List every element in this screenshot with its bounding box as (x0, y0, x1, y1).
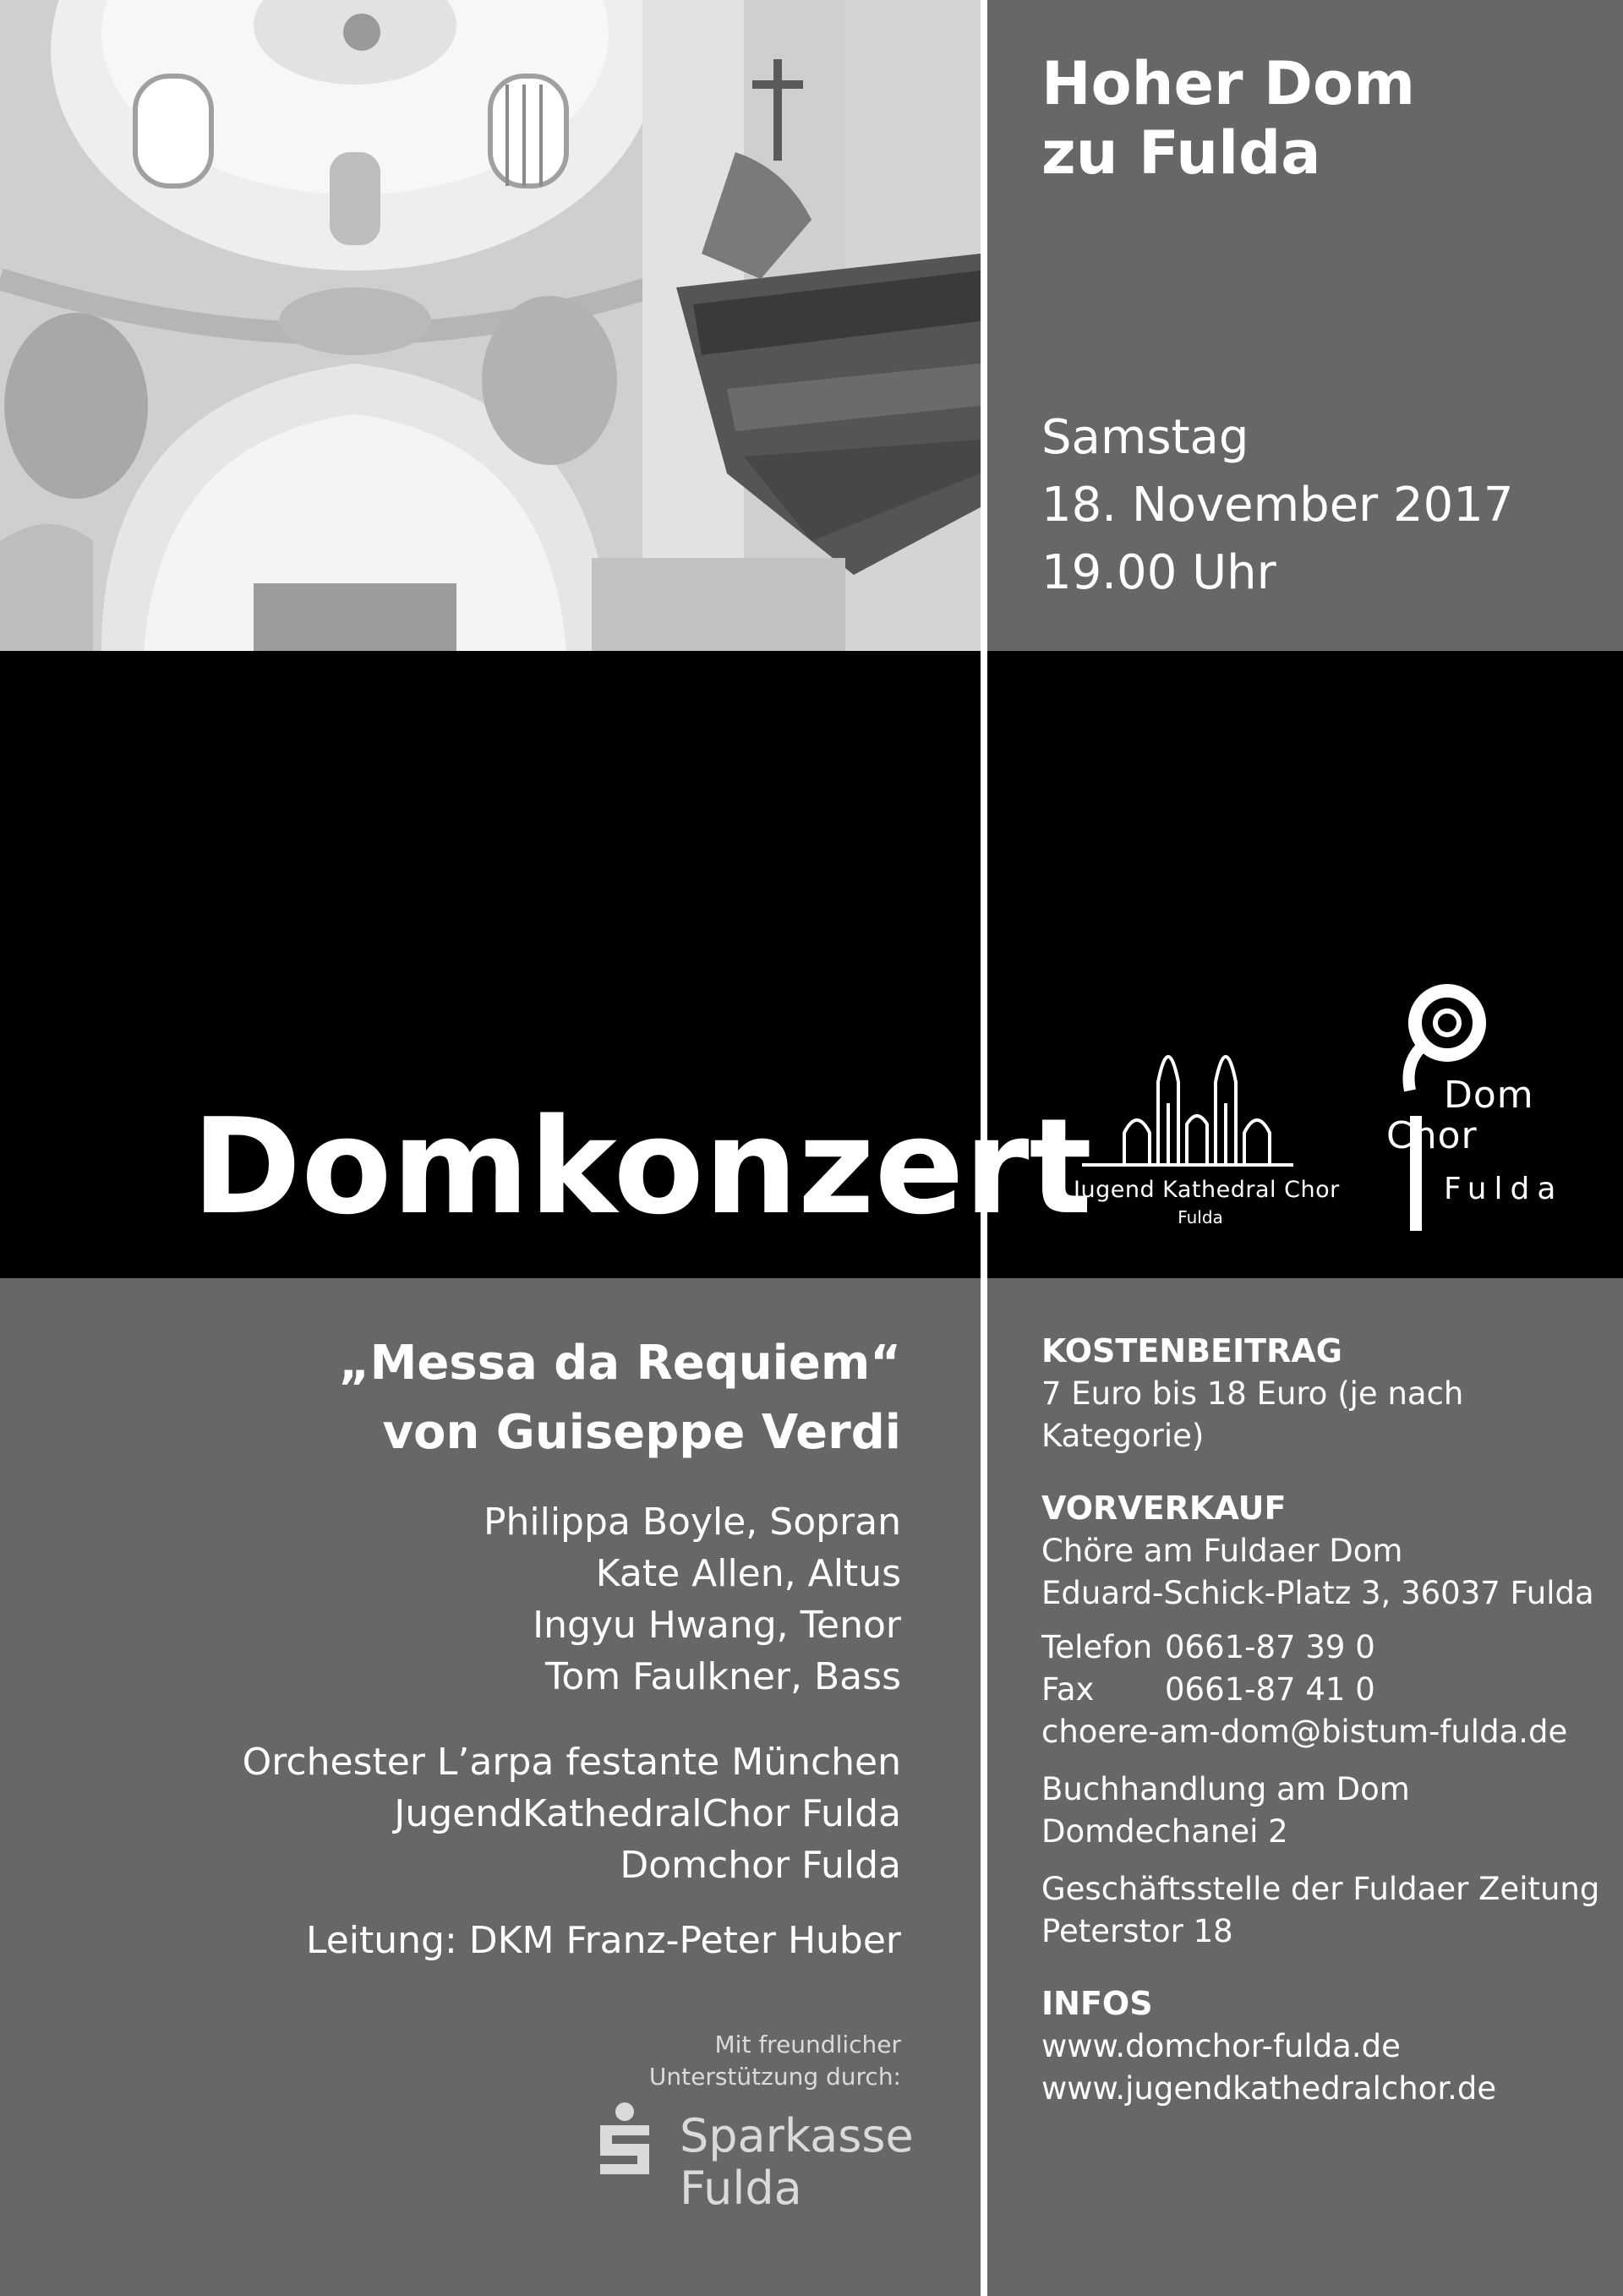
presale-address: Eduard-Schick-Platz 3, 36037 Fulda (1041, 1575, 1594, 1611)
fax-label: Fax (1041, 1671, 1095, 1708)
url-link-jugendkathedralchor[interactable]: www.jugendkathedralchor.de (1041, 2070, 1497, 2107)
fax-number: 0661-87 41 0 (1165, 1671, 1375, 1708)
date-day: 18. November 2017 (1041, 478, 1514, 533)
event-date (1041, 404, 1514, 607)
soloist-item: Philippa Boyle, Sopran (483, 1501, 901, 1544)
url-link-domchor[interactable]: www.domchor-fulda.de (1041, 2028, 1401, 2064)
jkc-logo-name: Jugend Kathedral Chor (1074, 1177, 1340, 1203)
cost-heading: KOSTENBEITRAG (1041, 1332, 1342, 1369)
jkc-logo-city: Fulda (1178, 1207, 1223, 1227)
phone-number: 0661-87 39 0 (1165, 1629, 1375, 1665)
shop2-name: Geschäftsstelle der Fuldaer Zeitung (1041, 1871, 1600, 1907)
presale-org: Chöre am Fuldaer Dom (1041, 1533, 1403, 1569)
jugendkathedralchor-logo (1074, 1023, 1340, 1234)
title-band (0, 651, 1623, 1278)
cost-text: 7 Euro bis 18 Euro (je nach Kategorie) (1041, 1375, 1464, 1454)
email-link[interactable]: choere-am-dom@bistum-fulda.de (1041, 1714, 1568, 1750)
cathedral-interior-photo (0, 0, 981, 651)
venue-line-2: zu Fulda (1041, 118, 1321, 188)
shop1-name: Buchhandlung am Dom (1041, 1771, 1410, 1807)
work-title-line-1: „Messa da Requiem“ (338, 1336, 901, 1391)
program (56, 1329, 901, 1966)
venue-name (1041, 49, 1415, 188)
work-title (56, 1329, 901, 1468)
sponsor-name (680, 2110, 914, 2215)
program-panel (0, 1278, 981, 2296)
date-time: 19.00 Uhr (1041, 545, 1276, 600)
soloist-item: Ingyu Hwang, Tenor (533, 1604, 901, 1647)
presale-heading: VORVERKAUF (1041, 1490, 1287, 1527)
info-panel (987, 1278, 1623, 2296)
fax-row (1041, 1669, 1616, 1711)
domchor-logo-chor: Chor (1386, 1114, 1478, 1157)
cathedral-spires-icon (1074, 1023, 1327, 1175)
ensemble-item: JugendKathedralChor Fulda (394, 1792, 901, 1835)
shop1-address: Domdechanei 2 (1041, 1813, 1288, 1850)
venue-date-panel (987, 0, 1623, 651)
sponsor-name-line-2: Fulda (680, 2162, 802, 2215)
sparkasse-s-icon (595, 2102, 654, 2178)
sponsor-credit-line-1: Mit freundlicher (714, 2031, 901, 2058)
cathedral-dome-illustration (0, 0, 981, 651)
work-composer: von Guiseppe Verdi (382, 1405, 901, 1460)
sparkasse-logo (595, 2091, 914, 2227)
soloist-item: Tom Faulkner, Bass (544, 1655, 901, 1698)
phone-label: Telefon (1041, 1629, 1153, 1665)
phone-row (1041, 1626, 1616, 1669)
soloists-list (56, 1496, 901, 1703)
domchor-logo (1386, 981, 1564, 1234)
conductor: Leitung: DKM Franz-Peter Huber (306, 1919, 901, 1962)
shop2-address: Peterstor 18 (1041, 1913, 1233, 1949)
sponsor-credit-line-2: Unterstützung durch: (648, 2063, 901, 2091)
sponsor-credit (649, 2029, 901, 2093)
ticket-info (1041, 1329, 1616, 2110)
ensemble-item: Domchor Fulda (620, 1844, 901, 1887)
domchor-logo-fulda: Fulda (1444, 1172, 1564, 1206)
infos-heading: INFOS (1041, 1985, 1153, 2022)
date-weekday: Samstag (1041, 410, 1249, 465)
concert-title: Domkonzert (191, 1090, 1092, 1244)
domchor-logo-dom: Dom (1444, 1074, 1534, 1117)
sponsor-name-line-1: Sparkasse (680, 2109, 914, 2162)
ensembles-list (56, 1736, 901, 1891)
soloist-item: Kate Allen, Altus (595, 1552, 901, 1595)
ensemble-item: Orchester L’arpa festante München (242, 1741, 901, 1784)
venue-line-1: Hoher Dom (1041, 49, 1416, 118)
